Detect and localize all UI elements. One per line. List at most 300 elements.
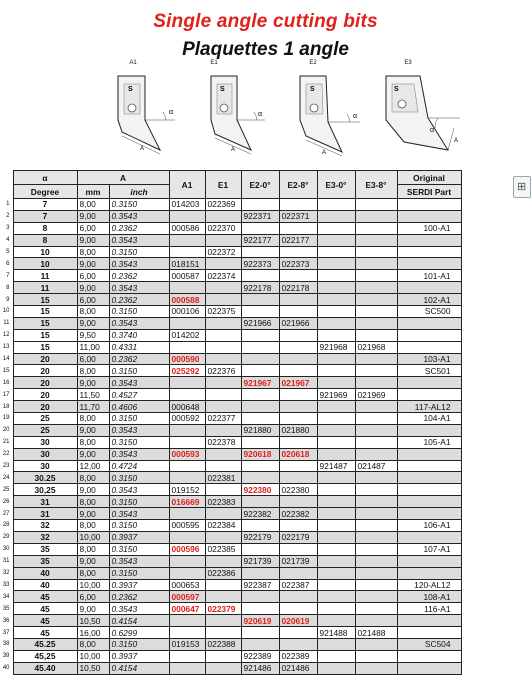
a1-cell (169, 246, 205, 258)
serdi-part-cell (397, 531, 461, 543)
e1-cell: 022388 (205, 638, 241, 650)
e2-8-cell (279, 567, 317, 579)
e2-8-cell: 020619 (279, 615, 317, 627)
row-number: 32 (2, 570, 10, 577)
a1-cell: 000592 (169, 413, 205, 425)
degree-cell: 10 (13, 258, 77, 270)
e2-8-cell: 022179 (279, 531, 317, 543)
e3-8-cell (355, 329, 397, 341)
e1-cell: 022377 (205, 413, 241, 425)
mm-cell: 9,00 (77, 258, 109, 270)
e2-0-cell: 921966 (241, 317, 279, 329)
row-number: 27 (2, 510, 10, 517)
svg-text:α: α (353, 113, 358, 120)
a1-cell (169, 282, 205, 294)
mm-cell: 9,00 (77, 448, 109, 460)
e1-cell (205, 460, 241, 472)
table-row (0, 413, 461, 425)
diagram-label: E1 (210, 60, 218, 66)
e1-cell (205, 627, 241, 639)
e2-0-cell (241, 460, 279, 472)
e1-cell: 022375 (205, 306, 241, 318)
e1-cell (205, 555, 241, 567)
e3-0-cell: 921969 (317, 389, 355, 401)
e2-0-cell: 921739 (241, 555, 279, 567)
e2-0-cell: 921967 (241, 377, 279, 389)
header-a1: A1 (169, 171, 205, 199)
inch-cell: 0.3543 (109, 484, 169, 496)
degree-cell: 31 (13, 496, 77, 508)
e2-0-cell: 922373 (241, 258, 279, 270)
e2-0-cell (241, 638, 279, 650)
e3-8-cell (355, 638, 397, 650)
e1-cell (205, 210, 241, 222)
diagram-e3 (380, 62, 470, 158)
svg-text:S: S (394, 86, 399, 93)
inch-cell: 0.3740 (109, 329, 169, 341)
svg-text:α: α (169, 109, 174, 116)
e2-0-cell: 922177 (241, 234, 279, 246)
e3-8-cell (355, 543, 397, 555)
table-row (0, 294, 461, 306)
e3-8-cell (355, 294, 397, 306)
svg-text:A: A (231, 147, 236, 153)
e2-8-cell (279, 329, 317, 341)
table-row (0, 484, 461, 496)
row-number: 28 (2, 522, 10, 529)
inch-cell: 0.3150 (109, 246, 169, 258)
e2-0-cell (241, 294, 279, 306)
e3-8-cell (355, 436, 397, 448)
table-grid-button[interactable] (513, 176, 531, 198)
e2-8-cell (279, 472, 317, 484)
e2-0-cell: 920619 (241, 615, 279, 627)
e3-8-cell (355, 199, 397, 211)
table-row (0, 401, 461, 413)
e3-0-cell (317, 377, 355, 389)
row-number: 3 (6, 225, 10, 232)
e2-0-cell (241, 353, 279, 365)
mm-cell: 9,00 (77, 484, 109, 496)
inch-cell: 0.3150 (109, 496, 169, 508)
a1-cell: 018151 (169, 258, 205, 270)
degree-cell: 20 (13, 365, 77, 377)
serdi-part-cell (397, 650, 461, 662)
mm-cell: 8,00 (77, 472, 109, 484)
serdi-part-cell (397, 377, 461, 389)
e2-0-cell (241, 603, 279, 615)
serdi-part-cell (397, 508, 461, 520)
e2-8-cell: 021966 (279, 317, 317, 329)
mm-cell: 11,70 (77, 401, 109, 413)
e2-0-cell: 922371 (241, 210, 279, 222)
serdi-part-cell (397, 424, 461, 436)
serdi-part-cell (397, 282, 461, 294)
header-degree: Degree (13, 185, 77, 199)
serdi-part-cell (397, 317, 461, 329)
inch-cell: 0.3150 (109, 567, 169, 579)
header-serdi: SERDI Part (397, 185, 461, 199)
inch-cell: 0.4331 (109, 341, 169, 353)
e1-cell: 022386 (205, 567, 241, 579)
e3-0-cell (317, 329, 355, 341)
degree-cell: 20 (13, 389, 77, 401)
row-number: 40 (2, 665, 10, 672)
e3-0-cell (317, 222, 355, 234)
serdi-part-cell: 100-A1 (397, 222, 461, 234)
serdi-part-cell (397, 199, 461, 211)
row-number: 4 (6, 237, 10, 244)
inch-cell: 0.4154 (109, 615, 169, 627)
e2-0-cell (241, 401, 279, 413)
degree-cell: 45,25 (13, 650, 77, 662)
e2-8-cell: 021880 (279, 424, 317, 436)
e1-cell (205, 448, 241, 460)
table-row (0, 234, 461, 246)
mm-cell: 11,00 (77, 341, 109, 353)
e2-8-cell (279, 413, 317, 425)
table-row (0, 508, 461, 520)
serdi-part-cell (397, 496, 461, 508)
title-french: Plaquettes 1 angle (182, 39, 349, 60)
serdi-part-cell: 103-A1 (397, 353, 461, 365)
e1-cell (205, 294, 241, 306)
serdi-part-cell: 108-A1 (397, 591, 461, 603)
e1-cell (205, 329, 241, 341)
e3-8-cell (355, 270, 397, 282)
table-row (0, 306, 461, 318)
e1-cell (205, 662, 241, 674)
table-row (0, 424, 461, 436)
e3-8-cell: 021969 (355, 389, 397, 401)
e2-0-cell: 922382 (241, 508, 279, 520)
e2-8-cell (279, 460, 317, 472)
e3-0-cell (317, 365, 355, 377)
a1-cell (169, 389, 205, 401)
mm-cell: 9,00 (77, 603, 109, 615)
mm-cell: 8,00 (77, 365, 109, 377)
inch-cell: 0.3150 (109, 638, 169, 650)
inch-cell: 0.3150 (109, 306, 169, 318)
row-number: 19 (2, 415, 10, 422)
e3-0-cell (317, 210, 355, 222)
svg-text:S: S (220, 86, 225, 93)
mm-cell: 8,00 (77, 413, 109, 425)
e3-0-cell (317, 484, 355, 496)
serdi-part-cell: 104-A1 (397, 413, 461, 425)
degree-cell: 30 (13, 448, 77, 460)
degree-cell: 30 (13, 436, 77, 448)
serdi-part-cell (397, 341, 461, 353)
a1-cell (169, 662, 205, 674)
e2-0-cell (241, 329, 279, 341)
serdi-part-cell: 107-A1 (397, 543, 461, 555)
inch-cell: 0.3937 (109, 579, 169, 591)
e3-0-cell (317, 413, 355, 425)
degree-cell: 15 (13, 317, 77, 329)
e3-0-cell (317, 531, 355, 543)
e3-0-cell (317, 258, 355, 270)
row-number: 23 (2, 463, 10, 470)
serdi-part-cell: 101-A1 (397, 270, 461, 282)
e3-0-cell (317, 317, 355, 329)
e2-0-cell: 921486 (241, 662, 279, 674)
e2-0-cell (241, 389, 279, 401)
e3-0-cell (317, 615, 355, 627)
degree-cell: 8 (13, 222, 77, 234)
e3-8-cell (355, 603, 397, 615)
degree-cell: 45.25 (13, 638, 77, 650)
serdi-part-cell: 105-A1 (397, 436, 461, 448)
serdi-part-cell (397, 627, 461, 639)
e2-8-cell (279, 389, 317, 401)
degree-cell: 40 (13, 579, 77, 591)
header-e2-8: E2-8° (279, 171, 317, 199)
e2-0-cell: 920618 (241, 448, 279, 460)
row-number: 31 (2, 558, 10, 565)
mm-cell: 9,50 (77, 329, 109, 341)
serdi-part-cell (397, 448, 461, 460)
degree-cell: 32 (13, 531, 77, 543)
e3-0-cell (317, 270, 355, 282)
mm-cell: 10,00 (77, 650, 109, 662)
serdi-part-cell (397, 484, 461, 496)
mm-cell: 10,50 (77, 615, 109, 627)
e2-0-cell (241, 591, 279, 603)
degree-cell: 15 (13, 341, 77, 353)
table-row (0, 377, 461, 389)
table-row (0, 353, 461, 365)
e3-8-cell (355, 662, 397, 674)
e2-8-cell: 022178 (279, 282, 317, 294)
cutting-bit-e3-drawing (380, 62, 470, 158)
inch-cell: 0.3150 (109, 413, 169, 425)
e2-8-cell (279, 436, 317, 448)
e2-0-cell (241, 413, 279, 425)
e3-8-cell: 021488 (355, 627, 397, 639)
row-number: 22 (2, 451, 10, 458)
a1-cell (169, 234, 205, 246)
a1-cell: 000653 (169, 579, 205, 591)
e2-8-cell (279, 306, 317, 318)
serdi-part-cell: 106-A1 (397, 520, 461, 532)
inch-cell: 0.3543 (109, 448, 169, 460)
table-row (0, 650, 461, 662)
serdi-part-cell: 120-AL12 (397, 579, 461, 591)
e2-8-cell (279, 401, 317, 413)
e2-8-cell: 021486 (279, 662, 317, 674)
degree-cell: 35 (13, 555, 77, 567)
e1-cell: 022381 (205, 472, 241, 484)
a1-cell: 019153 (169, 638, 205, 650)
a1-cell: 000593 (169, 448, 205, 460)
row-number: 2 (6, 213, 10, 220)
svg-text:S: S (310, 86, 315, 93)
e2-0-cell (241, 199, 279, 211)
e2-0-cell (241, 472, 279, 484)
degree-cell: 11 (13, 282, 77, 294)
e3-8-cell (355, 472, 397, 484)
table-row (0, 329, 461, 341)
e2-8-cell: 022177 (279, 234, 317, 246)
serdi-part-cell (397, 329, 461, 341)
a1-cell (169, 424, 205, 436)
inch-cell: 0.4154 (109, 662, 169, 674)
row-number: 21 (2, 439, 10, 446)
a1-cell: 000595 (169, 520, 205, 532)
mm-cell: 8,00 (77, 543, 109, 555)
table-row (0, 460, 461, 472)
e3-8-cell (355, 222, 397, 234)
e2-8-cell (279, 496, 317, 508)
svg-text:A: A (322, 150, 327, 156)
a1-cell (169, 615, 205, 627)
serdi-part-cell (397, 567, 461, 579)
e1-cell: 022372 (205, 246, 241, 258)
degree-cell: 45 (13, 603, 77, 615)
mm-cell: 8,00 (77, 496, 109, 508)
e2-8-cell (279, 365, 317, 377)
row-number: 1 (6, 201, 10, 208)
table-row (0, 448, 461, 460)
table-row (0, 615, 461, 627)
serdi-part-cell (397, 234, 461, 246)
inch-cell: 0.3150 (109, 520, 169, 532)
e2-0-cell: 922178 (241, 282, 279, 294)
e3-0-cell (317, 424, 355, 436)
row-number: 16 (2, 379, 10, 386)
inch-cell: 0.3150 (109, 436, 169, 448)
row-number: 33 (2, 581, 10, 588)
e1-cell (205, 389, 241, 401)
table-row (0, 567, 461, 579)
a1-cell (169, 650, 205, 662)
mm-cell: 9,00 (77, 282, 109, 294)
degree-cell: 45.40 (13, 662, 77, 674)
e3-0-cell (317, 555, 355, 567)
table-row (0, 317, 461, 329)
header-mm: mm (77, 185, 109, 199)
row-number: 6 (6, 260, 10, 267)
row-number: 30 (2, 546, 10, 553)
svg-text:α: α (430, 127, 435, 134)
e1-cell (205, 401, 241, 413)
e2-8-cell (279, 638, 317, 650)
degree-cell: 15 (13, 329, 77, 341)
e1-cell: 022383 (205, 496, 241, 508)
e2-0-cell (241, 543, 279, 555)
e3-0-cell (317, 650, 355, 662)
e2-8-cell (279, 246, 317, 258)
table-row (0, 341, 461, 353)
a1-cell: 000587 (169, 270, 205, 282)
inch-cell: 0.4606 (109, 401, 169, 413)
title-english: Single angle cutting bits (153, 11, 378, 32)
serdi-part-cell (397, 389, 461, 401)
e2-8-cell: 022387 (279, 579, 317, 591)
table-row (0, 389, 461, 401)
e3-8-cell (355, 579, 397, 591)
row-number: 8 (6, 284, 10, 291)
a1-cell (169, 472, 205, 484)
mm-cell: 8,00 (77, 520, 109, 532)
mm-cell: 11,50 (77, 389, 109, 401)
e3-8-cell: 021968 (355, 341, 397, 353)
inch-cell: 0.3543 (109, 603, 169, 615)
row-number: 36 (2, 617, 10, 624)
e3-8-cell (355, 246, 397, 258)
e2-0-cell (241, 520, 279, 532)
row-number: 34 (2, 593, 10, 600)
e2-8-cell (279, 591, 317, 603)
a1-cell: 000596 (169, 543, 205, 555)
mm-cell: 6,00 (77, 222, 109, 234)
serdi-part-cell (397, 246, 461, 258)
header-e3-8: E3-8° (355, 171, 397, 199)
e3-8-cell (355, 210, 397, 222)
e3-8-cell (355, 234, 397, 246)
degree-cell: 20 (13, 377, 77, 389)
degree-cell: 45 (13, 591, 77, 603)
mm-cell: 16,00 (77, 627, 109, 639)
serdi-part-cell (397, 662, 461, 674)
serdi-part-cell (397, 460, 461, 472)
e1-cell (205, 615, 241, 627)
row-number: 15 (2, 367, 10, 374)
e3-8-cell (355, 282, 397, 294)
inch-cell: 0.3543 (109, 508, 169, 520)
e2-8-cell: 022382 (279, 508, 317, 520)
e2-8-cell: 022380 (279, 484, 317, 496)
row-number: 10 (2, 308, 10, 315)
mm-cell: 12,00 (77, 460, 109, 472)
row-number: 18 (2, 403, 10, 410)
e2-8-cell (279, 294, 317, 306)
e3-0-cell (317, 448, 355, 460)
svg-text:A: A (140, 146, 145, 152)
header-e2-0: E2-0° (241, 171, 279, 199)
row-number: 14 (2, 356, 10, 363)
a1-cell: 016669 (169, 496, 205, 508)
degree-cell: 45 (13, 615, 77, 627)
inch-cell: 0.3937 (109, 531, 169, 543)
e3-8-cell (355, 520, 397, 532)
e3-8-cell (355, 615, 397, 627)
mm-cell: 9,00 (77, 377, 109, 389)
inch-cell: 0.3937 (109, 650, 169, 662)
degree-cell: 35 (13, 543, 77, 555)
diagram-label: A1 (129, 60, 137, 66)
e3-0-cell (317, 591, 355, 603)
mm-cell: 8,00 (77, 436, 109, 448)
a1-cell: 000597 (169, 591, 205, 603)
e2-8-cell (279, 543, 317, 555)
e3-8-cell (355, 258, 397, 270)
e3-0-cell: 921968 (317, 341, 355, 353)
row-number: 11 (3, 320, 10, 327)
mm-cell: 10,50 (77, 662, 109, 674)
a1-cell (169, 341, 205, 353)
e2-0-cell: 922179 (241, 531, 279, 543)
e2-0-cell (241, 436, 279, 448)
svg-text:A: A (454, 138, 459, 144)
a1-cell (169, 210, 205, 222)
degree-cell: 8 (13, 234, 77, 246)
mm-cell: 6,00 (77, 591, 109, 603)
cutting-bit-e2-drawing (290, 62, 375, 158)
table-row (0, 270, 461, 282)
a1-cell: 000586 (169, 222, 205, 234)
